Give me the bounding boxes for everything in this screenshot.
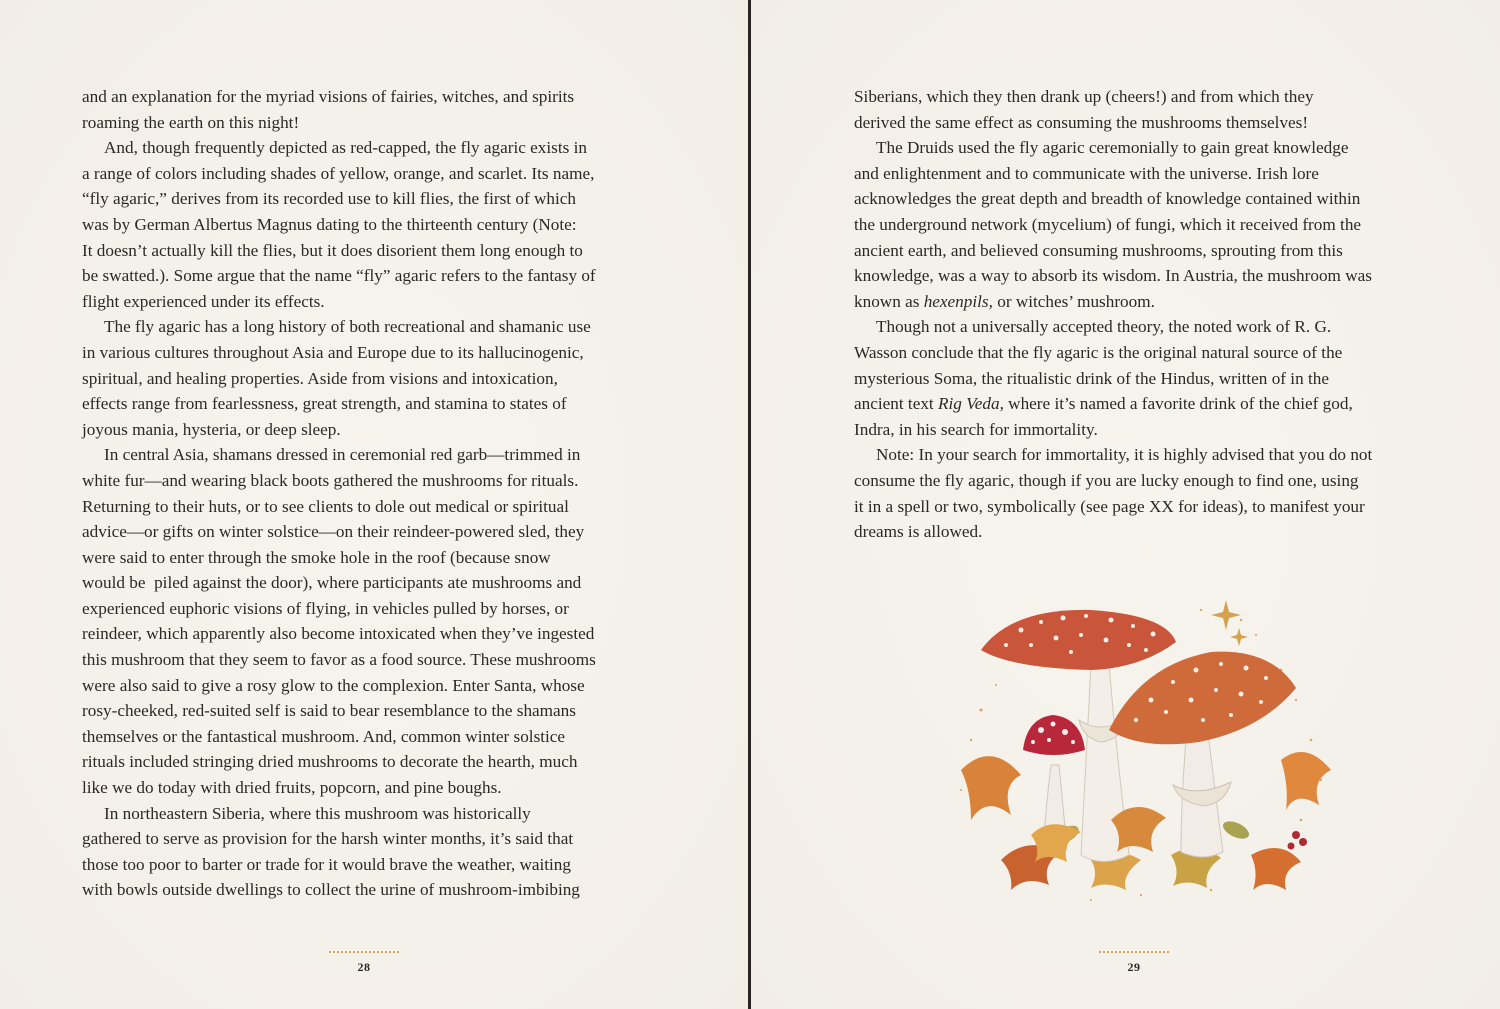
text-line: white fur—and wearing black boots gathered the mushrooms for rituals. xyxy=(82,470,579,490)
text-line: dreams is allowed. xyxy=(854,522,983,542)
text-line: a range of colors including shades of yellow, orange, and scarlet. Its name, xyxy=(82,163,595,183)
text-line: were said to enter through the smoke hole in the roof (because snow xyxy=(82,547,551,567)
text-line: joyous mania, hysteria, or deep sleep. xyxy=(82,419,341,439)
left-page-text xyxy=(82,84,650,903)
folio-ornament xyxy=(329,951,399,955)
text-line: In central Asia, shamans dressed in ceremonial red garb—trimmed in xyxy=(104,445,581,465)
text-line: Returning to their huts, or to see clients to dole out medical or spiritual xyxy=(82,496,569,516)
text-line: experienced euphoric visions of flying, in vehicles pulled by horses, or xyxy=(82,598,569,618)
text-line: roaming the earth on this night! xyxy=(82,112,300,132)
text-line: knowledge, was a way to absorb its wisdom. In Austria, the mushroom was xyxy=(854,266,1372,286)
text-line: gathered to serve as provision for the harsh winter months, it’s said that xyxy=(82,829,574,849)
text-line: The Druids used the fly agaric ceremonially to gain great knowledge xyxy=(876,138,1349,158)
text-line: Indra, in his search for immortality. xyxy=(854,419,1098,439)
page-number: 28 xyxy=(357,960,371,974)
text-line: spiritual, and healing properties. Aside from visions and intoxication, xyxy=(82,368,558,388)
text-line: And, though frequently depicted as red-capped, the fly agaric exists in xyxy=(104,138,587,158)
italic-term: Rig Veda xyxy=(938,394,1000,414)
text-line: Siberians, which they then drank up (cheers!) and from which they xyxy=(854,87,1314,106)
text-line: the underground network (mycelium) of fungi, which it received from the xyxy=(854,214,1362,234)
text-line: reindeer, which apparently also become intoxicated when they’ve ingested xyxy=(82,624,595,644)
text-line: were also said to give a rosy glow to the complexion. Enter Santa, whose xyxy=(82,675,585,695)
text-line: flight experienced under its effects. xyxy=(82,291,325,311)
text-line: derived the same effect as consuming the mushrooms themselves! xyxy=(854,112,1309,132)
text-line: Though not a universally accepted theory, the noted work of R. G. xyxy=(876,317,1332,337)
folio-ornament xyxy=(1099,951,1169,955)
right-page-text xyxy=(854,84,1424,545)
text-span: , where it’s named a favorite drink of the chief god, xyxy=(999,394,1353,414)
sparkle-star-icon xyxy=(1230,628,1248,646)
text-line: those too poor to barter or trade for it would brave the weather, waiting xyxy=(82,854,571,874)
sparkle-star-icon xyxy=(1211,600,1241,630)
mushroom-illustration xyxy=(941,590,1361,920)
text-line: In northeastern Siberia, where this mushroom was historically xyxy=(104,803,531,823)
text-line: effects range from fearlessness, great strength, and stamina to states of xyxy=(82,394,567,414)
text-line: It doesn’t actually kill the flies, but it does disorient them long enough to xyxy=(82,240,583,260)
text-line: ancient earth, and believed consuming mushrooms, sprouting from this xyxy=(854,240,1343,260)
text-line: Note: In your search for immortality, it is highly advised that you do not xyxy=(876,445,1373,465)
text-line: it in a spell or two, symbolically (see page XX for ideas), to manifest your xyxy=(854,496,1365,516)
text-span: known as xyxy=(854,291,924,311)
text-line: was by German Albertus Magnus dating to the thirteenth century (Note: xyxy=(82,214,577,234)
text-line xyxy=(854,391,1424,417)
text-line: mysterious Soma, the ritualistic drink of the Hindus, written of in the xyxy=(854,368,1329,388)
text-line: rosy-cheeked, red-suited self is said to bear resemblance to the shamans xyxy=(82,701,576,721)
text-line: and an explanation for the myriad visions of fairies, witches, and spirits xyxy=(82,87,575,106)
text-line: acknowledges the great depth and breadth of knowledge contained within xyxy=(854,189,1361,209)
page-number: 29 xyxy=(1127,960,1141,974)
italic-term: hexenpils, xyxy=(923,291,993,311)
text-line: and enlightenment and to communicate with the universe. Irish lore xyxy=(854,163,1319,183)
text-line: Wasson conclude that the fly agaric is the original natural source of the xyxy=(854,342,1343,362)
text-line: The fly agaric has a long history of both recreational and shamanic use xyxy=(104,317,591,337)
left-page xyxy=(0,0,749,1009)
text-line: in various cultures throughout Asia and Europe due to its hallucinogenic, xyxy=(82,342,584,362)
text-line: like we do today with dried fruits, popcorn, and pine boughs. xyxy=(82,778,502,798)
text-line: consume the fly agaric, though if you are lucky enough to find one, using xyxy=(854,470,1359,490)
text-line: be swatted.). Some argue that the name “fly” agaric refers to the fantasy of xyxy=(82,266,596,286)
text-span: or witches’ mushroom. xyxy=(992,291,1155,311)
text-line: rituals included stringing dried mushrooms to decorate the hearth, much xyxy=(82,752,578,772)
text-line: “fly agaric,” derives from its recorded use to kill flies, the first of which xyxy=(82,189,576,209)
text-line: would be piled against the door), where participants ate mushrooms and xyxy=(82,573,582,593)
text-span: ancient text xyxy=(854,394,938,414)
text-line: advice—or gifts on winter solstice—on their reindeer-powered sled, they xyxy=(82,522,585,542)
text-line: this mushroom that they seem to favor as a food source. These mushrooms xyxy=(82,650,596,670)
text-line: themselves or the fantastical mushroom. And, common winter solstice xyxy=(82,726,566,746)
text-line: with bowls outside dwellings to collect the urine of mushroom-imbibing xyxy=(82,880,580,900)
text-line xyxy=(854,289,1424,315)
right-page xyxy=(751,0,1500,1009)
